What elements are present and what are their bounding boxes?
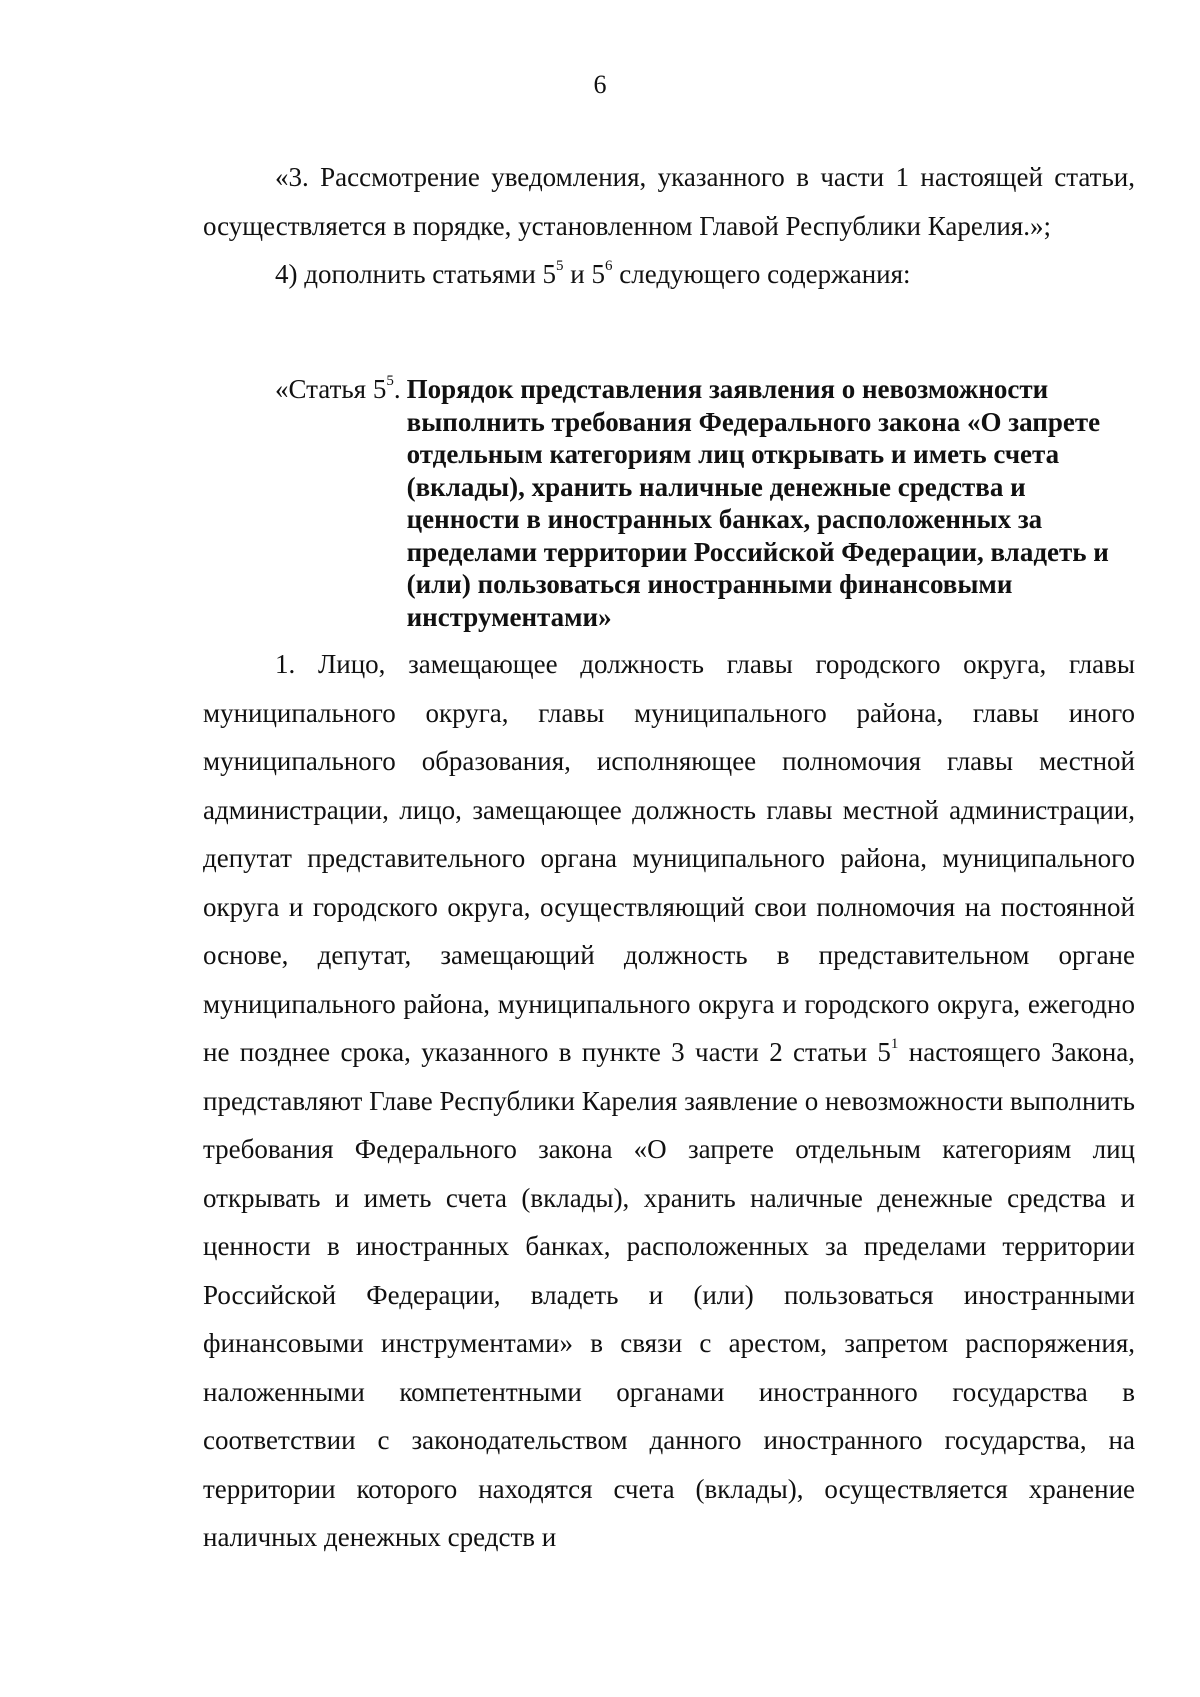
paragraph-notification-review: «3. Рассмотрение уведомления, указанного в части 1 настоящей статьи, осуществляется в порядке, установленном Главой Республики Карелия.»; [203,162,1135,241]
text-block-main [203,640,1135,1562]
add-articles-text-a: 4) дополнить статьями 5 [275,259,557,289]
paragraph-add-articles [203,250,1135,299]
part-1-text-a: 1. Лицо, замещающее должность главы городского округа, главы муниципального округа, главы муниципального района, главы иного муниципального образования, исполняющее полномочия главы местной администрации, лицо, замещающее должность главы местной администрации, депутат представительного органа муниципального района, муниципального округа и городского округа, осуществляющий свои полномочия на постоянной основе, депутат, замещающий должность в представительном органе муниципального района, муниципального округа и городского округа, ежегодно не позднее срока, указанного в пункте 3 части 2 статьи 5 [203,649,1135,1067]
article-heading [203,373,1135,633]
part-1-superscript: 1 [890,1036,899,1052]
page-number: 6 [593,70,607,99]
article-label-superscript: 5 [386,373,394,389]
article-title: Порядок представления заявления о невозможности выполнить требования Федерального закона «О запрете отдельным категориям лиц открывать и иметь счета (вклады), хранить наличные денежные средства и ценности в иностранных банках, расположенных за пределами территории Российской Федерации, владеть и (или) пользоваться иностранными финансовыми инструментами» [406,374,1109,632]
article-label-dot: . [393,374,401,404]
add-articles-text-c: следующего содержания: [612,259,911,289]
add-articles-superscript-1: 5 [556,258,564,274]
text-block-upper [203,153,1135,299]
paragraph-article-part-1 [203,640,1135,1562]
part-1-text-b: настоящего Закона, представляют Главе Республики Карелия заявление о невозможности выполнить требования Федерального закона «О запрете отдельным категориям лиц открывать и иметь счета (вклады), хранить наличные денежные средства и ценности в иностранных банках, расположенных за пределами территории Российской Федерации, владеть и (или) пользоваться иностранными финансовыми инструментами» в связи с арестом, запретом распоряжения, наложенными компетентными органами иностранного государства в соответствии с законодательством данного иностранного государства, на территории которого находятся счета (вклады), осуществляется хранение наличных денежных средств и [203,1037,1136,1552]
add-articles-superscript-2: 6 [604,258,613,274]
article-label-text: «Статья 5 [275,374,387,404]
article-heading-block [203,373,1135,639]
add-articles-text-b: и 5 [563,259,605,289]
article-label [203,373,401,633]
